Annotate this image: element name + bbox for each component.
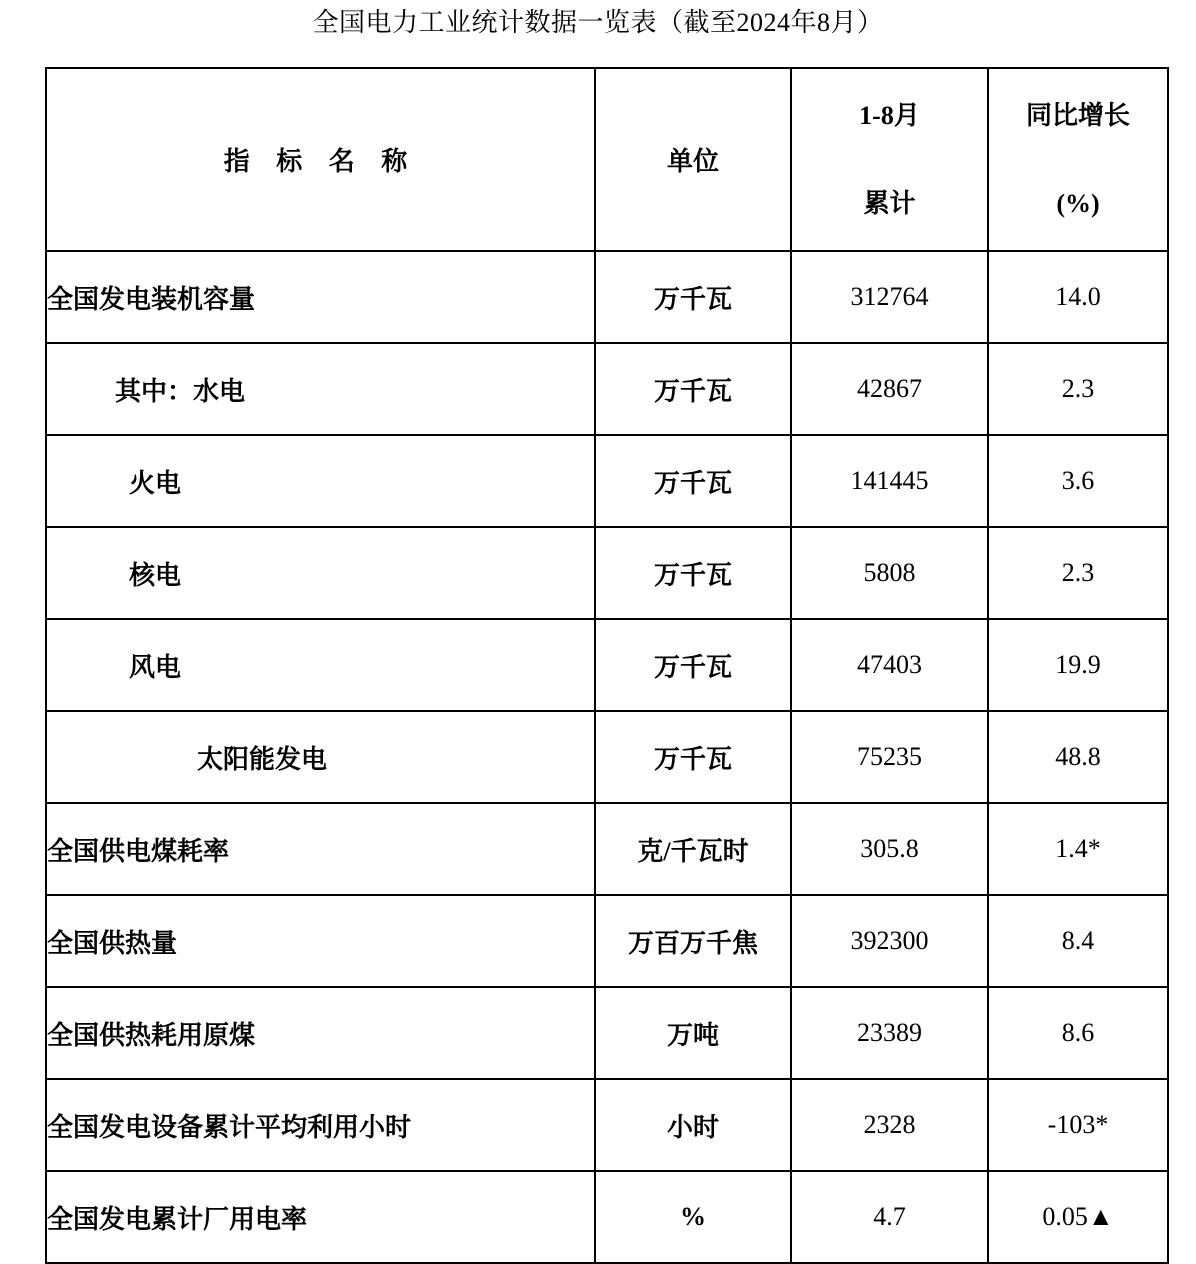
table-row (46, 803, 1168, 895)
indicator-unit: 万千瓦 (595, 619, 791, 711)
table-row (46, 895, 1168, 987)
growth-value: 8.4 (988, 895, 1168, 987)
cumulative-value: 23389 (791, 987, 988, 1079)
growth-value: 3.6 (988, 435, 1168, 527)
table-row (46, 527, 1168, 619)
indicator-name: 全国发电装机容量 (46, 251, 595, 343)
indicator-name: 全国供电煤耗率 (46, 803, 595, 895)
indicator-unit: % (595, 1171, 791, 1263)
indicator-name: 太阳能发电 (46, 711, 595, 803)
header-cumulative-label: 累计 (863, 188, 916, 218)
table-row (46, 1171, 1168, 1263)
table-header-row (46, 68, 1168, 251)
statistics-table (45, 67, 1169, 1264)
growth-value: 1.4* (988, 803, 1168, 895)
cumulative-value: 4.7 (791, 1171, 988, 1263)
cumulative-value: 392300 (791, 895, 988, 987)
indicator-unit: 万千瓦 (595, 711, 791, 803)
indicator-name: 全国发电累计厂用电率 (46, 1171, 595, 1263)
indicator-name: 火电 (46, 435, 595, 527)
indicator-name: 全国供热耗用原煤 (46, 987, 595, 1079)
header-unit: 单位 (595, 68, 791, 251)
header-cumulative-period: 1-8月 (859, 100, 920, 130)
table-row (46, 711, 1168, 803)
cumulative-value: 312764 (791, 251, 988, 343)
table-row (46, 435, 1168, 527)
header-growth-label: 同比增长 (1025, 100, 1130, 130)
growth-value: 19.9 (988, 619, 1168, 711)
growth-value: 2.3 (988, 343, 1168, 435)
indicator-name: 全国发电设备累计平均利用小时 (46, 1079, 595, 1171)
table-row (46, 619, 1168, 711)
indicator-unit: 万千瓦 (595, 527, 791, 619)
indicator-unit: 小时 (595, 1079, 791, 1171)
indicator-unit: 万千瓦 (595, 251, 791, 343)
indicator-unit: 克/千瓦时 (595, 803, 791, 895)
growth-value: 14.0 (988, 251, 1168, 343)
indicator-unit: 万千瓦 (595, 343, 791, 435)
indicator-unit: 万百万千焦 (595, 895, 791, 987)
indicator-unit: 万吨 (595, 987, 791, 1079)
table-row (46, 251, 1168, 343)
header-growth-unit: (%) (1056, 188, 1100, 218)
header-indicator-name: 指 标 名 称 (46, 68, 595, 251)
table-row (46, 343, 1168, 435)
growth-value: 48.8 (988, 711, 1168, 803)
indicator-name: 风电 (46, 619, 595, 711)
indicator-name: 其中：水电 (46, 343, 595, 435)
table-row (46, 987, 1168, 1079)
table-row (46, 1079, 1168, 1171)
cumulative-value: 42867 (791, 343, 988, 435)
indicator-unit: 万千瓦 (595, 435, 791, 527)
header-growth (988, 68, 1168, 251)
cumulative-value: 305.8 (791, 803, 988, 895)
header-cumulative (791, 68, 988, 251)
growth-value: 8.6 (988, 987, 1168, 1079)
cumulative-value: 47403 (791, 619, 988, 711)
cumulative-value: 75235 (791, 711, 988, 803)
growth-value: -103* (988, 1079, 1168, 1171)
cumulative-value: 2328 (791, 1079, 988, 1171)
cumulative-value: 141445 (791, 435, 988, 527)
indicator-name: 核电 (46, 527, 595, 619)
growth-value: 0.05▲ (988, 1171, 1168, 1263)
cumulative-value: 5808 (791, 527, 988, 619)
growth-value: 2.3 (988, 527, 1168, 619)
page-title: 全国电力工业统计数据一览表（截至2024年8月） (312, 8, 884, 37)
indicator-name: 全国供热量 (46, 895, 595, 987)
